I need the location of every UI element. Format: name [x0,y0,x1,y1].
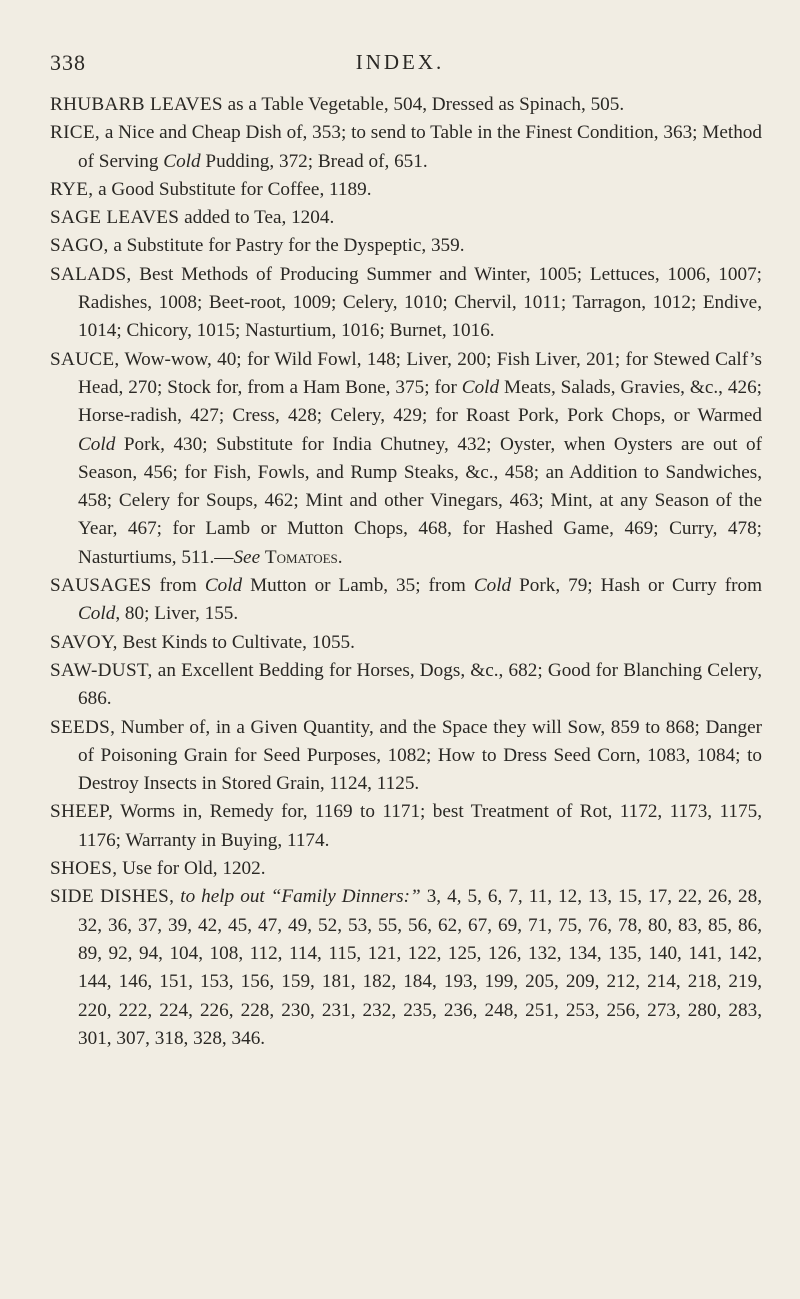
entry-text: as a Table Vegetable, 504, Dressed as Spinach, 505. [222,94,625,115]
entry-headword: RYE, [50,178,94,200]
index-entry-rye [50,176,762,204]
entry-text: added to Tea, 1204. [179,207,335,229]
entry-text: a Substitute for Pastry for the Dyspeptic, 359. [108,235,465,257]
entry-headword: SAW-DUST, [50,659,153,681]
page-header [50,50,750,80]
entry-headword: SAGE LEAVES [50,207,180,229]
page-number: 338 [50,50,86,75]
index-entry-sago [50,232,762,260]
entry-headword: SAUCE, [50,348,120,370]
index-entry-seeds [50,714,762,799]
entry-text: Wow-wow, 40; for Wild Fowl, 148; Liver, 200; Fish Liver, 201; for Stewed Calf’s Head, 270; Stock for, from a Ham Bone, 375; for [78,348,762,398]
entry-text: Number of, in a Given Quantity, and the Space they will Sow, 859 to 868; Danger of Poisoning Grain for Seed Purposes, 1082; How to Dress Seed Corn, 1083, 1084; to Destroy Insects in Stored Grain, 1124, 1125. [78,716,762,795]
entry-cross-reference: Tomatoes [264,546,338,568]
entry-text: Pork, 430; Substitute for India Chutney, 432; Oyster, when Oysters are out of Season, 456; for Fish, Fowls, and Rump Steaks, &c., 458; an Addition to Sandwiches, 458; Celery for Soups, 462; Mint and other Vinegars, 463; Mint, at any Season of the Year, 467; for Lamb or Mutton Chops, 468, for Hashed Game, 469; Curry, 478; Nasturtiums, 511.— [78,433,762,568]
index-entry-savoy [50,629,762,657]
entry-headword: SAGO, [50,235,109,257]
index-entry-salads [50,261,762,346]
index-entry-sheep [50,798,762,855]
index-entry-shoes [50,855,762,883]
index-entries [50,91,762,1053]
entry-text: . [337,546,343,568]
entry-text: Best Kinds to Cultivate, 1055. [117,631,355,653]
entry-text: Worms in, Remedy for, 1169 to 1171; best Treatment of Rot, 1172, 1173, 1175, 1176; Warranty in Buying, 1174. [78,801,762,851]
entry-text: , 80; Liver, 155. [115,603,239,625]
entry-text: a Good Substitute for Coffee, 1189. [93,178,372,200]
entry-italic: Cold [204,575,243,597]
entry-text: Use for Old, 1202. [117,858,266,880]
index-entry-rice [50,119,762,176]
running-head: INDEX. [355,50,445,74]
entry-headword: SAVOY, [50,631,118,653]
entry-italic: Cold [461,376,500,398]
entry-headword: SALADS, [50,263,132,285]
entry-italic: Cold [78,603,116,625]
index-entry-sage-leaves [50,204,762,232]
entry-text: Meats, Salads, Gravies, &c., 426; Horse-radish, 427; Cress, 428; Celery, 429; for Roast Pork, Pork Chops, or Warmed [78,376,762,427]
entry-headword: RICE, [50,122,101,144]
entry-italic: Cold [78,433,116,455]
entry-text: Best Methods of Producing Summer and Winter, 1005; Lettuces, 1006, 1007; Radishes, 1008; Beet-root, 1009; Celery, 1010; Chervil, 1011; Tarragon, 1012; Endive, 1014; Chicory, 1015; Nasturtium, 1016; Burnet, 1016. [78,263,762,342]
entry-text: a Nice and Cheap Dish of, 353; to send to Table in the Finest Condition, 363; Method of Serving [78,122,762,172]
index-entry-sauce [50,346,762,572]
index-entry-saw-dust [50,657,762,714]
entry-headword: SEEDS, [50,716,116,738]
index-entry-sausages [50,572,762,629]
index-entry-rhubarb-leaves [50,91,762,119]
entry-headword: SAUSAGES [50,575,152,597]
entry-text: Mutton or Lamb, 35; from [242,575,474,597]
index-entry-side-dishes [50,883,762,1053]
entry-text: an Excellent Bedding for Horses, Dogs, &c., 682; Good for Blanching Celery, 686. [78,659,762,710]
entry-text: from [151,575,205,597]
entry-headword: SHEEP, [50,801,114,823]
entry-text: 3, 4, 5, 6, 7, 11, 12, 13, 15, 17, 22, 26, 28, 32, 36, 37, 39, 42, 45, 47, 49, 52, 53, 55, 56, 62, 67, 69, 71, 75, 76, 78, 80, 83, 85, 86, 89, 92, 94, 104, 108, 112, 114, 115, 121, 122, 125, 126, 132, 134, 135, 140, 141, 142, 144, 146, 151, 153, 156, 159, 181, 182, 184, 193, 199, 205, 209, 212, 214, 218, 219, 220, 222, 224, 226, 228, 230, 231, 232, 235, 236, 248, 251, 253, 256, 273, 280, 283, 301, 307, 318, 328, 346. [78,886,762,1049]
entry-italic: Cold [163,150,201,172]
entry-text: Pork, 79; Hash or Curry from [511,575,762,597]
entry-italic: Cold [473,575,512,597]
entry-headword: SIDE DISHES, [50,886,175,908]
entry-headword: SHOES, [50,858,118,880]
entry-italic: to help out “Family Dinners:” [174,886,421,908]
entry-text: Pudding, 372; Bread of, 651. [200,150,428,172]
entry-italic: See [233,546,261,568]
entry-headword: RHUBARB LEAVES [50,94,223,115]
